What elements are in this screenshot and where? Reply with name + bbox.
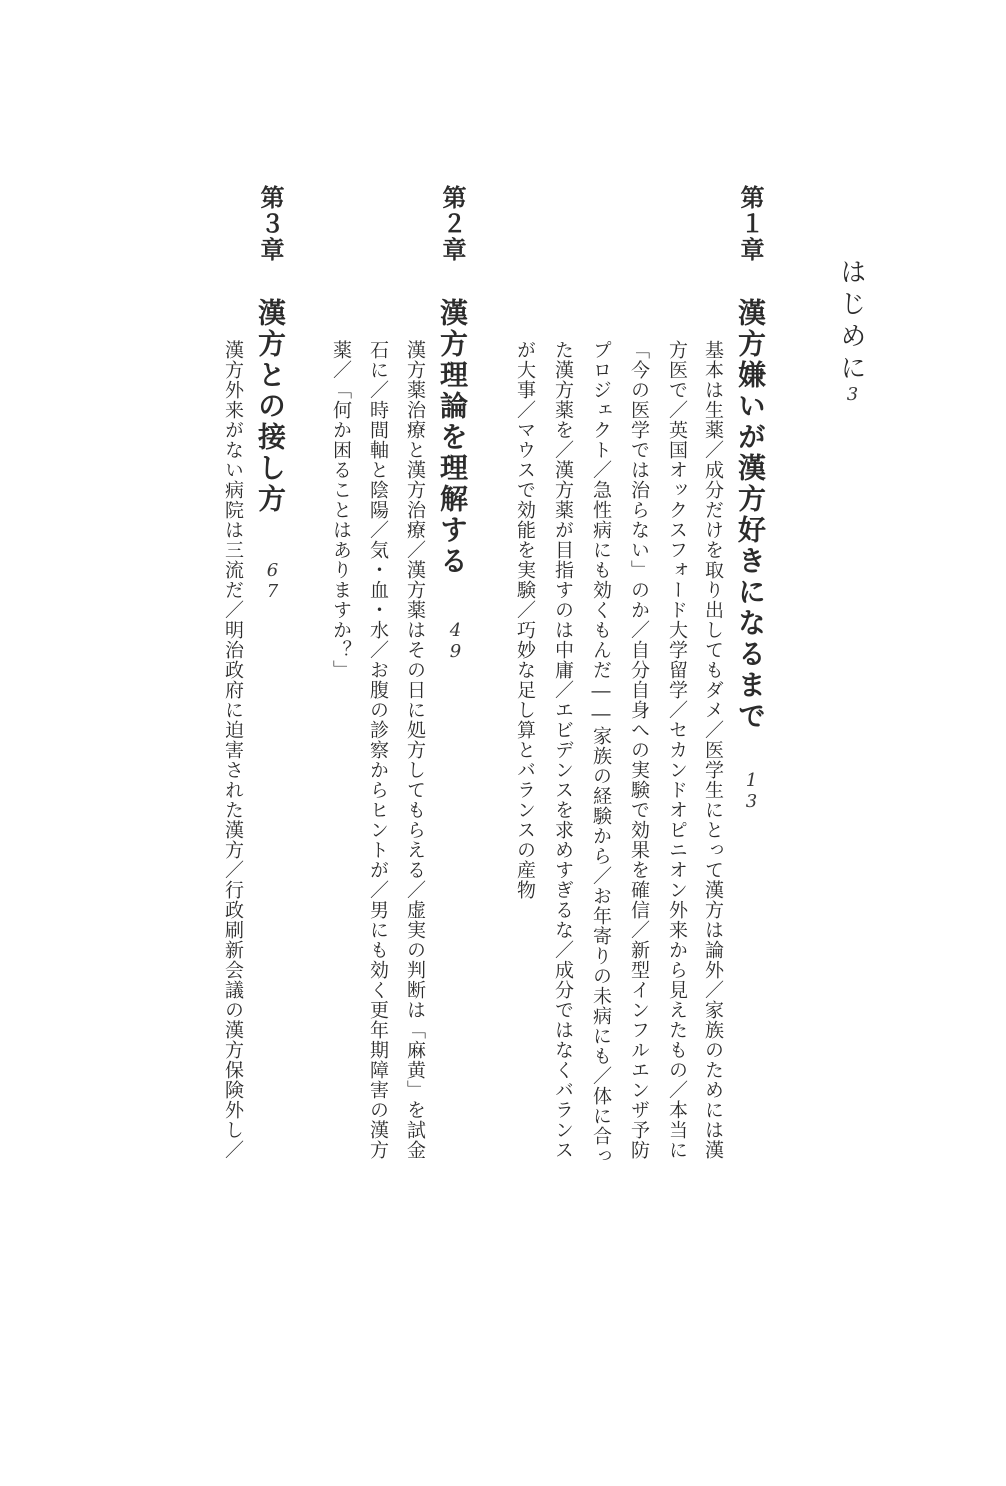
- chapter-1-line-5: た漢方薬を／漢方薬が目指すのは中庸／エビデンスを求めすぎるな／成分ではなくバランス: [552, 340, 574, 1160]
- chapter-2-line-2: 石に／時間軸と陰陽／気・血・水／お腹の診察からヒントが／男にも効く更年期障害の漢方: [367, 340, 389, 1160]
- intro-title: はじめに: [836, 258, 866, 386]
- chapter-1-label: 第１章: [736, 185, 765, 263]
- chapter-3-line-1: 漢方外来がない病院は三流だ／明治政府に迫害された漢方／行政刷新会議の漢方保険外し／: [222, 340, 244, 1160]
- intro-page-number: 3: [842, 384, 863, 405]
- chapter-3-label: 第３章: [256, 185, 285, 263]
- chapter-1-line-3: 「今の医学では治らない」のか／自分自身への実験で効果を確信／新型インフルエンザ予防: [628, 340, 650, 1160]
- chapter-2-line-3: 薬／「何か困ることはありますか？」: [330, 340, 352, 680]
- chapter-3-page-number: 67: [262, 560, 283, 602]
- chapter-2-title: 漢方理論を理解する: [436, 298, 469, 577]
- chapter-2-label: 第２章: [438, 185, 467, 263]
- chapter-1-line-2: 方医で／英国オックスフォード大学留学／セカンドオピニオン外来から見えたもの／本当に: [666, 340, 688, 1160]
- chapter-1-line-6: が大事／マウスで効能を実験／巧妙な足し算とバランスの産物: [514, 340, 536, 900]
- chapter-1-line-4: プロジェクト／急性病にも効くもんだ――家族の経験から／お年寄りの未病にも／体に合っ: [590, 340, 612, 1166]
- chapter-1-title: 漢方嫌いが漢方好きになるまで: [734, 298, 767, 732]
- chapter-1-page-number: 13: [741, 770, 762, 812]
- chapter-2-line-1: 漢方薬治療と漢方治療／漢方薬はその日に処方してもらえる／虚実の判断は「麻黄」を試金: [404, 340, 426, 1160]
- chapter-2-page-number: 49: [445, 620, 466, 662]
- chapter-3-title: 漢方との接し方: [254, 298, 287, 515]
- chapter-1-line-1: 基本は生薬／成分だけを取り出してもダメ／医学生にとって漢方は論外／家族のためには漢: [702, 340, 724, 1160]
